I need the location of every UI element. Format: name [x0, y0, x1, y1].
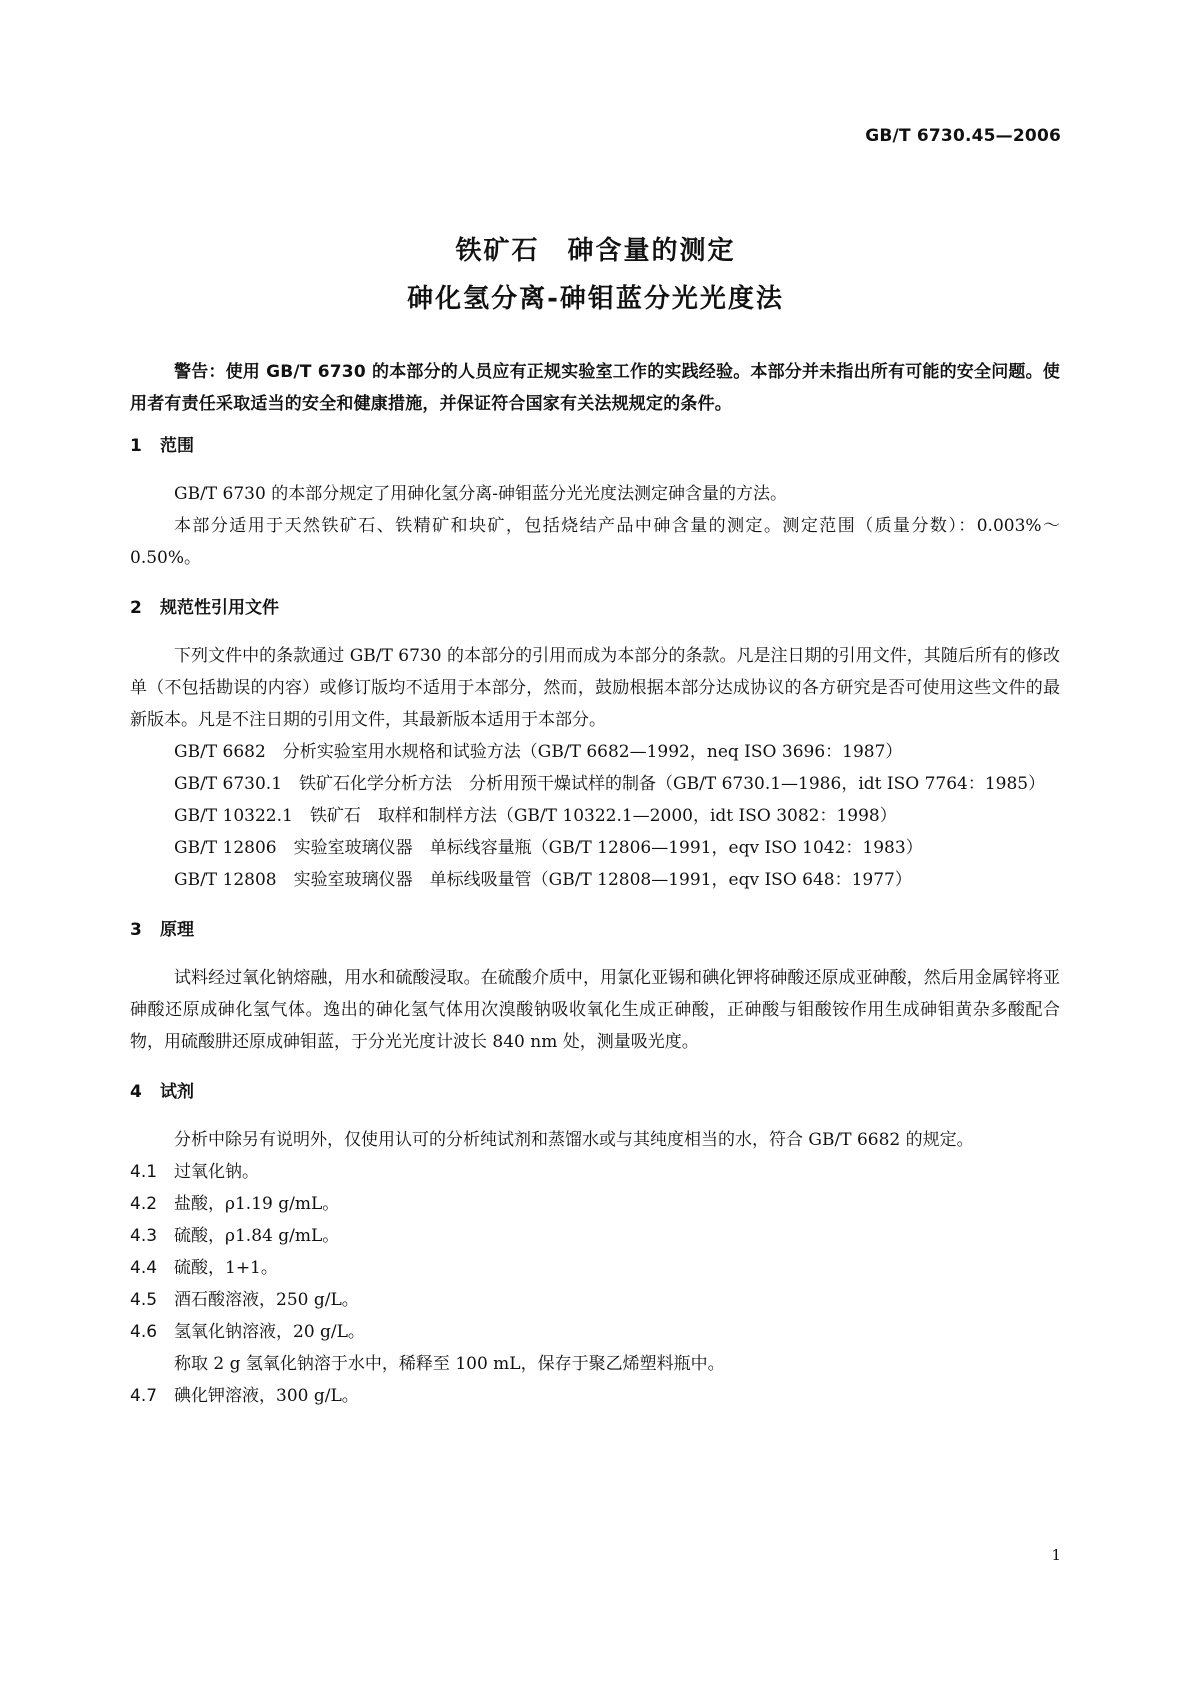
- standard-number: GB/T 6730.45—2006: [865, 126, 1061, 146]
- document-title-line-2: 砷化氢分离-砷钼蓝分光光度法: [407, 284, 784, 314]
- reagent-item: [130, 1156, 1060, 1188]
- section-number: 1: [130, 436, 142, 456]
- section-heading-normative-references: [130, 592, 1060, 624]
- section-title: 试剂: [160, 1082, 194, 1102]
- section-number: 2: [130, 598, 142, 618]
- reference-entry: GB/T 6682 分析实验室用水规格和试验方法（GB/T 6682—1992，neq ISO 3696：1987）: [174, 742, 903, 762]
- item-number: 4.2: [130, 1194, 158, 1214]
- reagent-item: [130, 1188, 1060, 1220]
- section-title: 范围: [160, 436, 194, 456]
- item-text: 硫酸，ρ1.84 g/mL。: [174, 1226, 340, 1246]
- item-number: 4.3: [130, 1226, 158, 1246]
- reference-entry: GB/T 6730.1 铁矿石化学分析方法 分析用预干燥试样的制备（GB/T 6730.1—1986，idt ISO 7764：1985）: [174, 774, 1046, 794]
- section-heading-principle: [130, 914, 1060, 946]
- reference-entry: GB/T 10322.1 铁矿石 取样和制样方法（GB/T 10322.1—2000，idt ISO 3082：1998）: [174, 806, 897, 826]
- reagent-item-note: 称取 2 g 氢氧化钠溶于水中，稀释至 100 mL，保存于聚乙烯塑料瓶中。: [174, 1354, 725, 1374]
- item-text: 硫酸，1+1。: [174, 1258, 278, 1278]
- item-text: 酒石酸溶液，250 g/L。: [174, 1290, 359, 1310]
- reagents-intro-paragraph: 分析中除另有说明外，仅使用认可的分析纯试剂和蒸馏水或与其纯度相当的水，符合 GB/T 6682 的规定。: [174, 1130, 974, 1150]
- reference-entry: GB/T 12808 实验室玻璃仪器 单标线吸量管（GB/T 12808—1991，eqv ISO 648：1977）: [174, 870, 912, 890]
- item-number: 4.7: [130, 1386, 158, 1406]
- page-number: 1: [1051, 1546, 1061, 1564]
- reagent-item: [130, 1252, 1060, 1284]
- section-number: 4: [130, 1082, 142, 1102]
- reference-entry: GB/T 12806 实验室玻璃仪器 单标线容量瓶（GB/T 12806—1991，eqv ISO 1042：1983）: [174, 838, 923, 858]
- section-number: 3: [130, 920, 142, 940]
- scope-paragraph-2: 本部分适用于天然铁矿石、铁精矿和块矿，包括烧结产品中砷含量的测定。测定范围（质量分数）：0.003%～0.50%。: [130, 516, 1060, 568]
- document-title-line-1: 铁矿石 砷含量的测定: [455, 236, 736, 266]
- document-body: [130, 356, 1060, 1412]
- warning-paragraph: 警告：使用 GB/T 6730 的本部分的人员应有正规实验室工作的实践经验。本部分并未指出所有可能的安全问题。使用者有责任采取适当的安全和健康措施，并保证符合国家有关法规规定的条件。: [130, 362, 1060, 414]
- section-heading-scope: [130, 430, 1060, 462]
- item-text: 盐酸，ρ1.19 g/mL。: [174, 1194, 340, 1214]
- section-heading-reagents: [130, 1076, 1060, 1108]
- scope-paragraph-1: GB/T 6730 的本部分规定了用砷化氢分离-砷钼蓝分光光度法测定砷含量的方法。: [174, 484, 787, 504]
- item-text: 氢氧化钠溶液，20 g/L。: [174, 1322, 365, 1342]
- reagent-item: [130, 1284, 1060, 1316]
- reagent-item: [130, 1220, 1060, 1252]
- reagent-item: [130, 1380, 1060, 1412]
- principle-paragraph: 试料经过氧化钠熔融，用水和硫酸浸取。在硫酸介质中，用氯化亚锡和碘化钾将砷酸还原成亚砷酸，然后用金属锌将亚砷酸还原成砷化氢气体。逸出的砷化氢气体用次溴酸钠吸收氧化生成正砷酸，正砷酸与钼酸铵作用生成砷钼黄杂多酸配合物，用硫酸肼还原成砷钼蓝，于分光光度计波长 840 nm 处，测量吸光度。: [130, 968, 1060, 1052]
- item-number: 4.4: [130, 1258, 158, 1278]
- item-text: 碘化钾溶液，300 g/L。: [174, 1386, 359, 1406]
- item-number: 4.5: [130, 1290, 158, 1310]
- reagent-item: [130, 1316, 1060, 1348]
- item-text: 过氧化钠。: [174, 1162, 259, 1182]
- item-number: 4.6: [130, 1322, 158, 1342]
- section-title: 原理: [160, 920, 194, 940]
- item-number: 4.1: [130, 1162, 158, 1182]
- references-intro-paragraph: 下列文件中的条款通过 GB/T 6730 的本部分的引用而成为本部分的条款。凡是注日期的引用文件，其随后所有的修改单（不包括勘误的内容）或修订版均不适用于本部分，然而，鼓励根据本部分达成协议的各方研究是否可使用这些文件的最新版本。凡是不注日期的引用文件，其最新版本适用于本部分。: [130, 646, 1060, 730]
- section-title: 规范性引用文件: [160, 598, 279, 618]
